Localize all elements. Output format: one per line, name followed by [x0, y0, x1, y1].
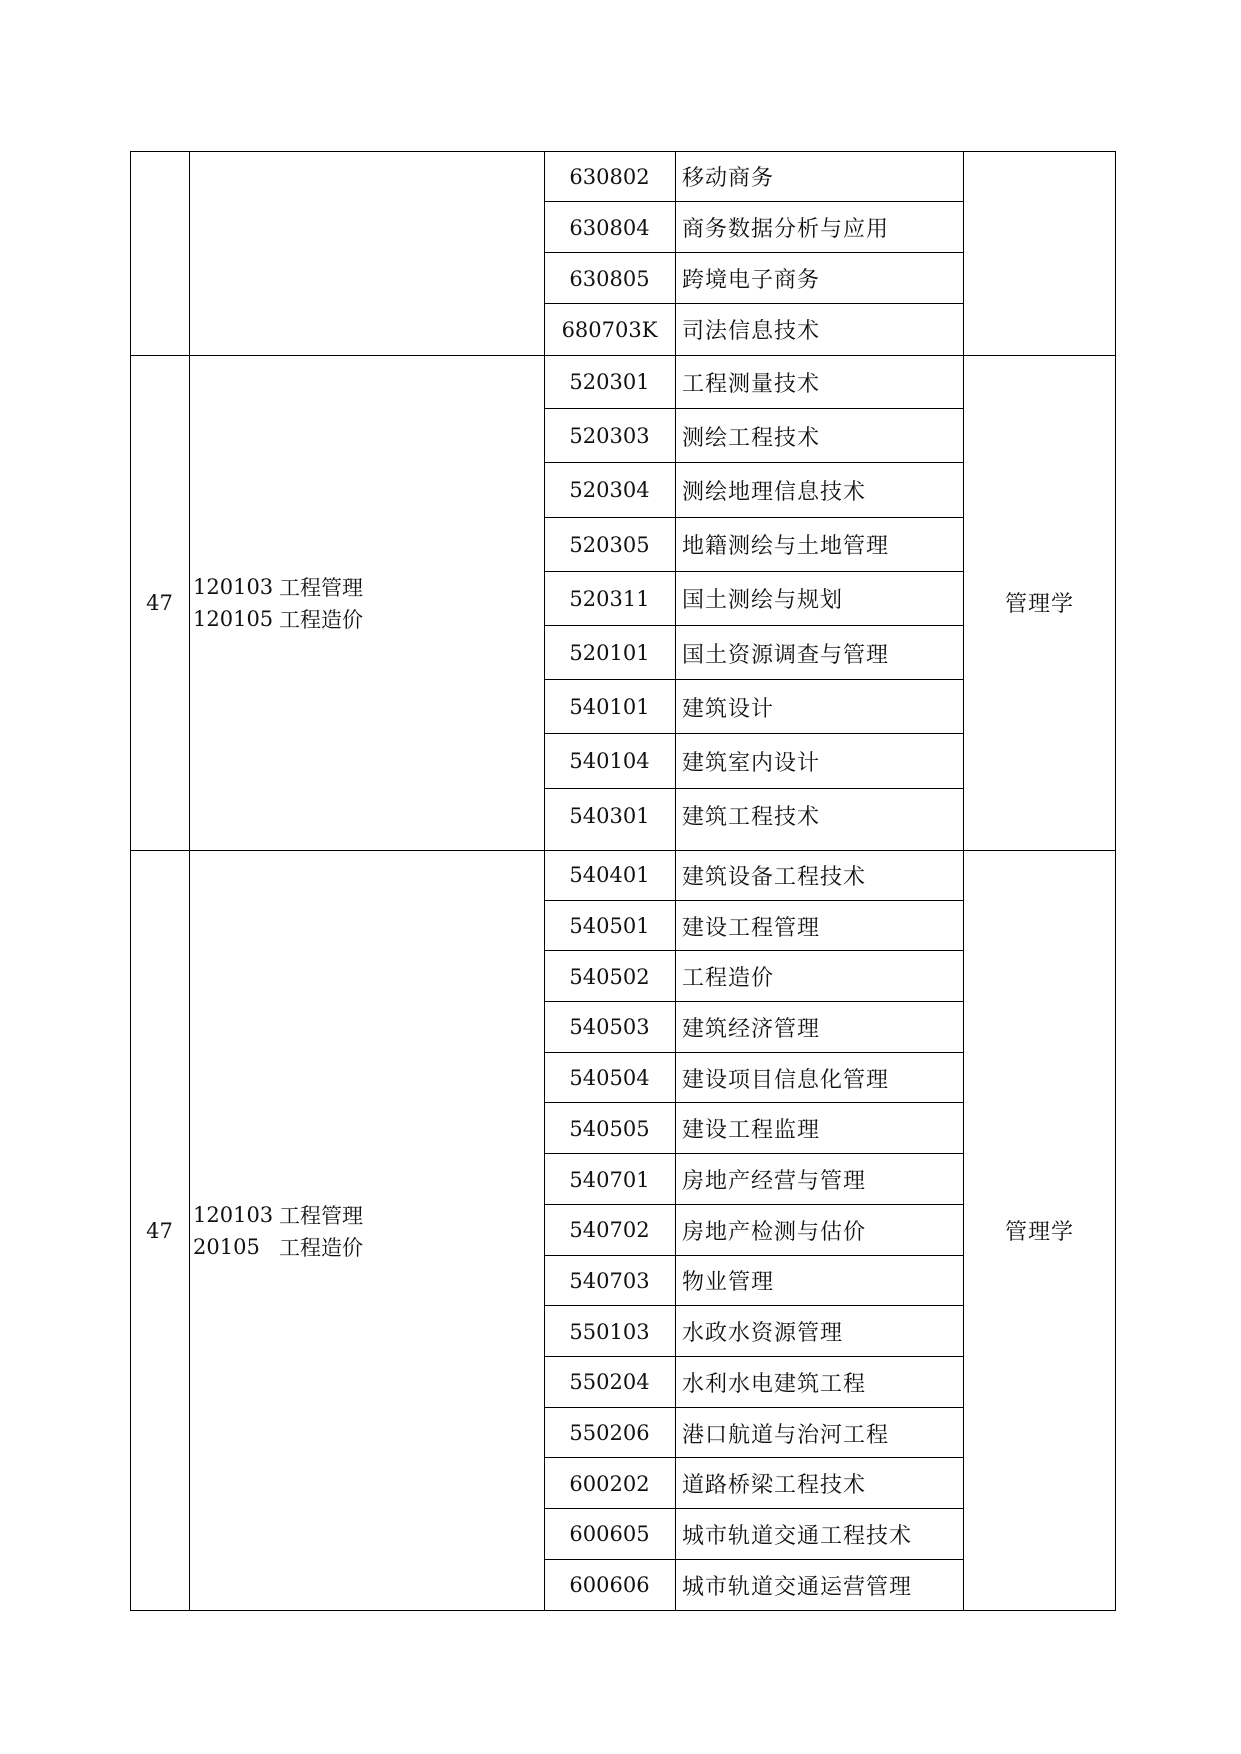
vocational-major-name: 建设项目信息化管理	[682, 1067, 890, 1093]
vocational-major-code: 600605	[569, 1522, 650, 1547]
vocational-major-name: 城市轨道交通运营管理	[682, 1574, 913, 1600]
vocational-major-code: 540502	[569, 964, 650, 989]
vocational-major-code: 540301	[569, 803, 650, 828]
vocational-major-name: 水政水资源管理	[682, 1321, 844, 1347]
table-row	[544, 253, 963, 304]
vocational-major-name: 城市轨道交通工程技术	[682, 1523, 913, 1549]
table-group	[130, 850, 1116, 1611]
vocational-major-code: 540505	[569, 1116, 650, 1141]
vocational-major-code: 550206	[569, 1421, 650, 1446]
table-row	[544, 1053, 963, 1104]
table-row	[544, 850, 963, 901]
table-row	[544, 1256, 963, 1307]
major-line	[193, 1231, 543, 1263]
table-row	[544, 901, 963, 952]
sequence-number: 47	[146, 1218, 173, 1243]
vocational-major-name: 房地产经营与管理	[682, 1169, 867, 1195]
vocational-major-code: 600606	[569, 1573, 650, 1598]
vocational-major-code: 600202	[569, 1471, 650, 1496]
vocational-major-code: 630802	[569, 164, 650, 189]
vocational-major-code: 680703K	[561, 317, 658, 342]
vocational-major-code: 540101	[569, 695, 650, 720]
vocational-major-code: 540104	[569, 749, 650, 774]
table-row	[544, 355, 963, 409]
vocational-major-name: 港口航道与治河工程	[682, 1422, 890, 1448]
table-group	[130, 355, 1116, 850]
vocational-major-code: 540702	[569, 1218, 650, 1243]
vocational-major-name: 工程造价	[682, 966, 775, 992]
vocational-major-code: 630805	[569, 266, 650, 291]
major-correspondence-table	[130, 151, 1116, 1611]
sequence-number	[130, 151, 189, 355]
table-row	[544, 1458, 963, 1509]
major-code: 120103	[193, 574, 274, 599]
discipline-category	[963, 151, 1116, 355]
table-row	[544, 1205, 963, 1256]
vocational-major-name: 建筑工程技术	[682, 805, 821, 831]
vocational-major-name: 测绘工程技术	[682, 425, 821, 451]
major-name: 工程管理	[279, 575, 363, 600]
table-row	[544, 1306, 963, 1357]
vocational-major-code: 540703	[569, 1268, 650, 1293]
vocational-major-name: 房地产检测与估价	[682, 1219, 867, 1245]
table-row	[544, 680, 963, 734]
table-row	[544, 518, 963, 572]
vocational-major-name: 移动商务	[682, 166, 775, 191]
discipline-category: 管理学	[1004, 592, 1074, 617]
major-code: 120103	[193, 1202, 274, 1227]
major-line	[193, 603, 543, 635]
vocational-major-name: 建设工程监理	[682, 1118, 821, 1144]
vocational-major-name: 物业管理	[682, 1270, 775, 1296]
vocational-major-code: 540503	[569, 1015, 650, 1040]
vocational-major-name: 商务数据分析与应用	[682, 217, 890, 242]
vocational-major-name: 测绘地理信息技术	[682, 479, 867, 505]
major-name: 工程造价	[279, 1235, 363, 1260]
vocational-major-code: 540401	[569, 863, 650, 888]
vocational-major-code: 520303	[569, 424, 650, 449]
major-name: 工程管理	[279, 1203, 363, 1228]
table-row	[544, 1002, 963, 1053]
vocational-major-name: 跨境电子商务	[682, 268, 821, 293]
vocational-major-code: 540504	[569, 1066, 650, 1091]
table-row	[544, 463, 963, 517]
major-line	[193, 1199, 543, 1231]
table-group	[130, 151, 1116, 355]
major-code: 120105	[193, 606, 274, 631]
discipline-category: 管理学	[1004, 1220, 1074, 1245]
table-row	[544, 1408, 963, 1459]
vocational-major-code: 630804	[569, 215, 650, 240]
table-row	[544, 734, 963, 788]
vocational-major-name: 司法信息技术	[682, 319, 821, 344]
vocational-major-code: 550204	[569, 1370, 650, 1395]
table-row	[544, 1154, 963, 1205]
table-row	[544, 789, 963, 843]
table-row	[544, 409, 963, 463]
table-row	[544, 304, 963, 355]
sequence-number: 47	[146, 590, 173, 615]
vocational-major-name: 建筑室内设计	[682, 750, 821, 776]
table-row	[544, 1357, 963, 1408]
vocational-major-name: 工程测量技术	[682, 371, 821, 397]
table-row	[544, 1560, 963, 1611]
vocational-major-code: 540701	[569, 1167, 650, 1192]
undergraduate-majors	[191, 355, 543, 850]
vocational-major-code: 520101	[569, 641, 650, 666]
vocational-major-code: 520301	[569, 370, 650, 395]
table-row	[544, 626, 963, 680]
table-row	[544, 151, 963, 202]
table-row	[544, 572, 963, 626]
vocational-major-code: 540501	[569, 914, 650, 939]
table-row	[544, 951, 963, 1002]
vocational-major-name: 道路桥梁工程技术	[682, 1473, 867, 1499]
undergraduate-majors	[191, 850, 543, 1611]
major-line	[193, 571, 543, 603]
table-row	[544, 1509, 963, 1560]
table-row	[544, 1104, 963, 1155]
vocational-major-name: 建设工程管理	[682, 915, 821, 941]
vocational-major-name: 国土测绘与规划	[682, 588, 844, 614]
major-name: 工程造价	[279, 607, 363, 632]
vocational-major-code: 550103	[569, 1319, 650, 1344]
vocational-major-name: 水利水电建筑工程	[682, 1371, 867, 1397]
vocational-major-code: 520311	[569, 586, 650, 611]
major-code: 20105	[193, 1234, 260, 1259]
table-row	[544, 202, 963, 253]
vocational-major-name: 建筑设备工程技术	[682, 864, 867, 890]
vocational-major-name: 建筑设计	[682, 696, 775, 722]
vocational-major-name: 地籍测绘与土地管理	[682, 534, 890, 560]
vocational-major-code: 520305	[569, 532, 650, 557]
vocational-major-code: 520304	[569, 478, 650, 503]
vocational-major-name: 国土资源调查与管理	[682, 642, 890, 668]
vocational-major-name: 建筑经济管理	[682, 1016, 821, 1042]
